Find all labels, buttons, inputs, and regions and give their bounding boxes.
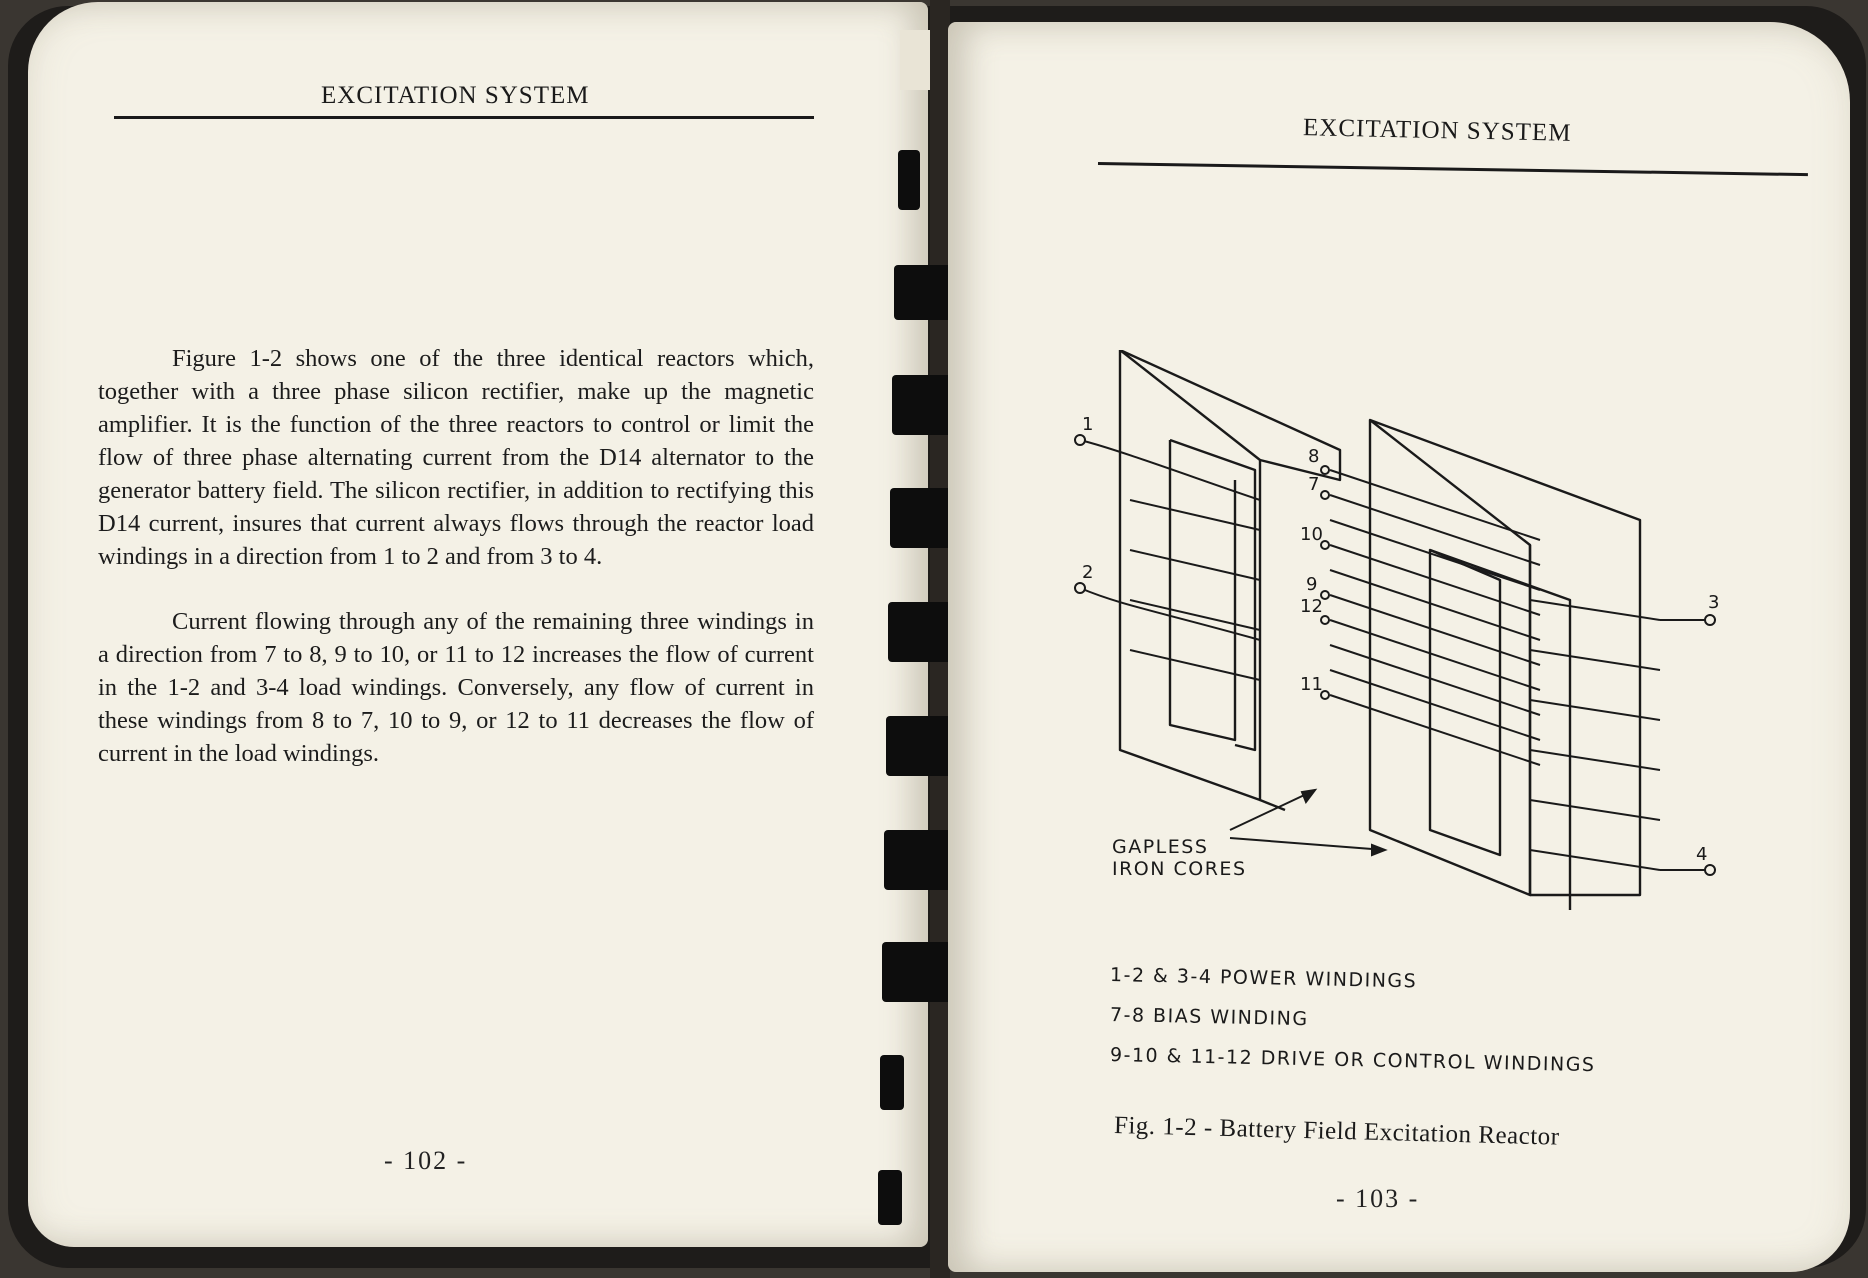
paragraph-1: Figure 1-2 shows one of the three identical reactors which, together with a three phase silicon rectifier, make up the magnetic amplifier. It is the function of the three reactors to control or limit the flow of three phase alternating current from the D14 alternator to the generator battery field. The silicon rectifier, in addition to rectifying this D14 current, insures that current always flows through the reactor load windings in a direction from 1 to 2 and from 3 to 4. <box>98 345 814 570</box>
left-header-rule <box>114 116 814 119</box>
legend-line-1: 1-2 & 3-4 POWER WINDINGS <box>1109 964 1418 993</box>
right-page-header: EXCITATION SYSTEM <box>1302 114 1572 147</box>
legend-line-3: 9-10 & 11-12 DRIVE OR CONTROL WINDINGS <box>1109 1044 1596 1077</box>
legend-line-2: 7-8 BIAS WINDING <box>1109 1004 1309 1031</box>
paragraph-2: Current flowing through any of the remaining three windings in a direction from 7 to 8, 9 to 10, or 11 to 12 increases the flow of current in the 1-2 and 3-4 load windings. Conversely, any flow of current in these windings from 8 to 7, 10 to 9, or 12 to 11 decreases the flow of current in the load windings. <box>98 608 814 767</box>
terminal-9: 9 <box>1306 574 1318 595</box>
left-core-window <box>1170 440 1235 740</box>
left-page-header: EXCITATION SYSTEM <box>321 82 590 109</box>
binding-ring <box>880 1055 904 1110</box>
right-core-window <box>1430 550 1500 855</box>
right-header-rule <box>1098 162 1808 176</box>
terminal-1: 1 <box>1082 414 1094 435</box>
terminal-4: 4 <box>1696 844 1708 865</box>
left-body-text <box>98 342 814 770</box>
left-page-number: - 102 - <box>384 1146 468 1175</box>
left-page <box>28 2 928 1247</box>
torn-tab-top <box>900 30 930 90</box>
terminal-11: 11 <box>1300 674 1323 695</box>
terminal-12: 12 <box>1300 596 1323 617</box>
figure-caption: Fig. 1-2 - Battery Field Excitation Reactor <box>1113 1112 1560 1151</box>
terminal-8: 8 <box>1308 446 1320 467</box>
terminal-3: 3 <box>1708 592 1720 613</box>
binding-ring <box>878 1170 902 1225</box>
terminal-7: 7 <box>1308 474 1320 495</box>
binding-ring <box>898 150 920 210</box>
right-page-number: - 103 - <box>1336 1184 1420 1213</box>
core-label-1: GAPLESS <box>1112 836 1209 858</box>
terminal-2: 2 <box>1082 562 1094 583</box>
terminal-10: 10 <box>1300 524 1323 545</box>
core-label-2: IRON CORES <box>1112 858 1247 880</box>
reactor-diagram <box>1060 350 1780 930</box>
